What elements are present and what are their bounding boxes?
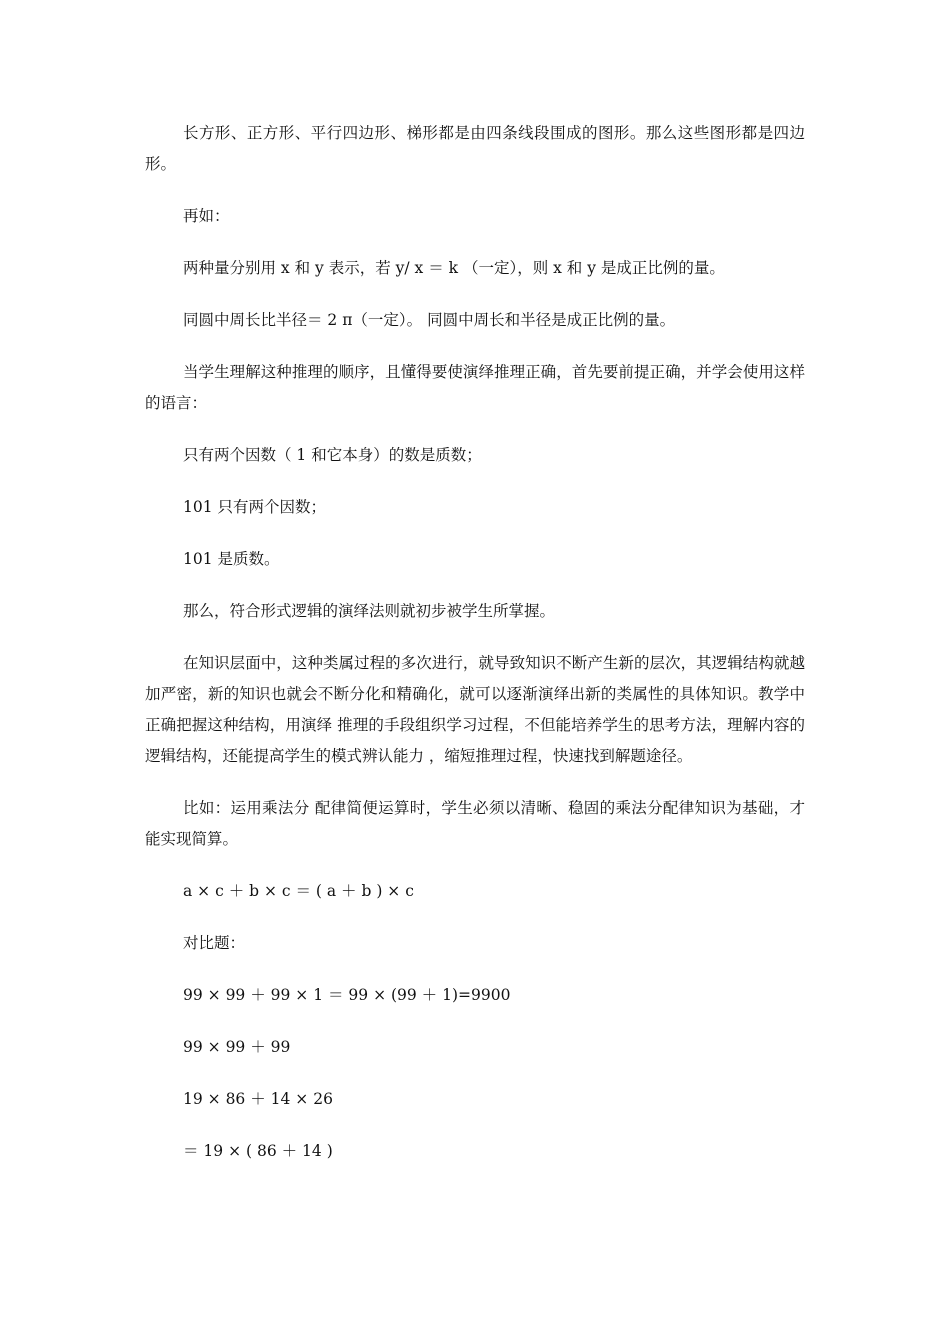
paragraph-101-prime: 101 是质数。 xyxy=(183,550,280,568)
document-body xyxy=(145,118,805,1188)
paragraph-deductive-rule: 那么，符合形式逻辑的演绎法则就初步被学生所掌握。 xyxy=(183,602,556,620)
paragraph-another-example: 再如： xyxy=(183,207,230,225)
paragraph-prime-premise: 只有两个因数（ 1 和它本身）的数是质数； xyxy=(183,446,482,464)
paragraph-circle-proportion: 同圆中周长比半径＝ 2 π（一定）。 同圆中周长和半径是成正比例的量。 xyxy=(183,311,676,329)
paragraph-proportional-definition: 两种量分别用 x 和 y 表示，若 y/ x ＝ k （一定），则 x 和 y 是成正比例的量。 xyxy=(183,259,725,277)
formula-distributive-law: a × c ＋ b × c ＝ ( a ＋ b ) × c xyxy=(183,882,414,900)
formula-example-1: 99 × 99 ＋ 99 × 1 ＝ 99 × (99 ＋ 1)=9900 xyxy=(183,986,511,1004)
paragraph-comparison-title: 对比题： xyxy=(183,934,246,952)
paragraph-101-factors: 101 只有两个因数； xyxy=(183,498,327,516)
paragraph-knowledge-structure: 在知识层面中，这种类属过程的多次进行，就导致知识不断产生新的层次，其逻辑结构就越加严密，新的知识也就会不断分化和精确化，就可以逐渐演绎出新的类属性的具体知识。教学中正确把握这种结构，用演绎 推理的手段组织学习过程，不但能培养学生的思考方法，理解内容的逻辑结构，还能提高学生的模式辨认能力 ，缩短推理过程，快速找到解题途径。 xyxy=(145,654,805,765)
formula-example-3-step: ＝ 19 × ( 86 ＋ 14 ) xyxy=(183,1142,333,1160)
formula-example-3: 19 × 86 ＋ 14 × 26 xyxy=(183,1090,333,1108)
paragraph-reasoning-order: 当学生理解这种推理的顺序，且懂得要使演绎推理正确，首先要前提正确，并学会使用这样的语言： xyxy=(145,363,805,412)
paragraph-distributive-example: 比如：运用乘法分 配律简便运算时，学生必须以清晰、稳固的乘法分配律知识为基础，才能实现简算。 xyxy=(145,799,805,848)
paragraph-quadrilateral: 长方形、正方形、平行四边形、梯形都是由四条线段围成的图形。那么这些图形都是四边形。 xyxy=(145,124,805,173)
formula-example-2: 99 × 99 ＋ 99 xyxy=(183,1038,291,1056)
